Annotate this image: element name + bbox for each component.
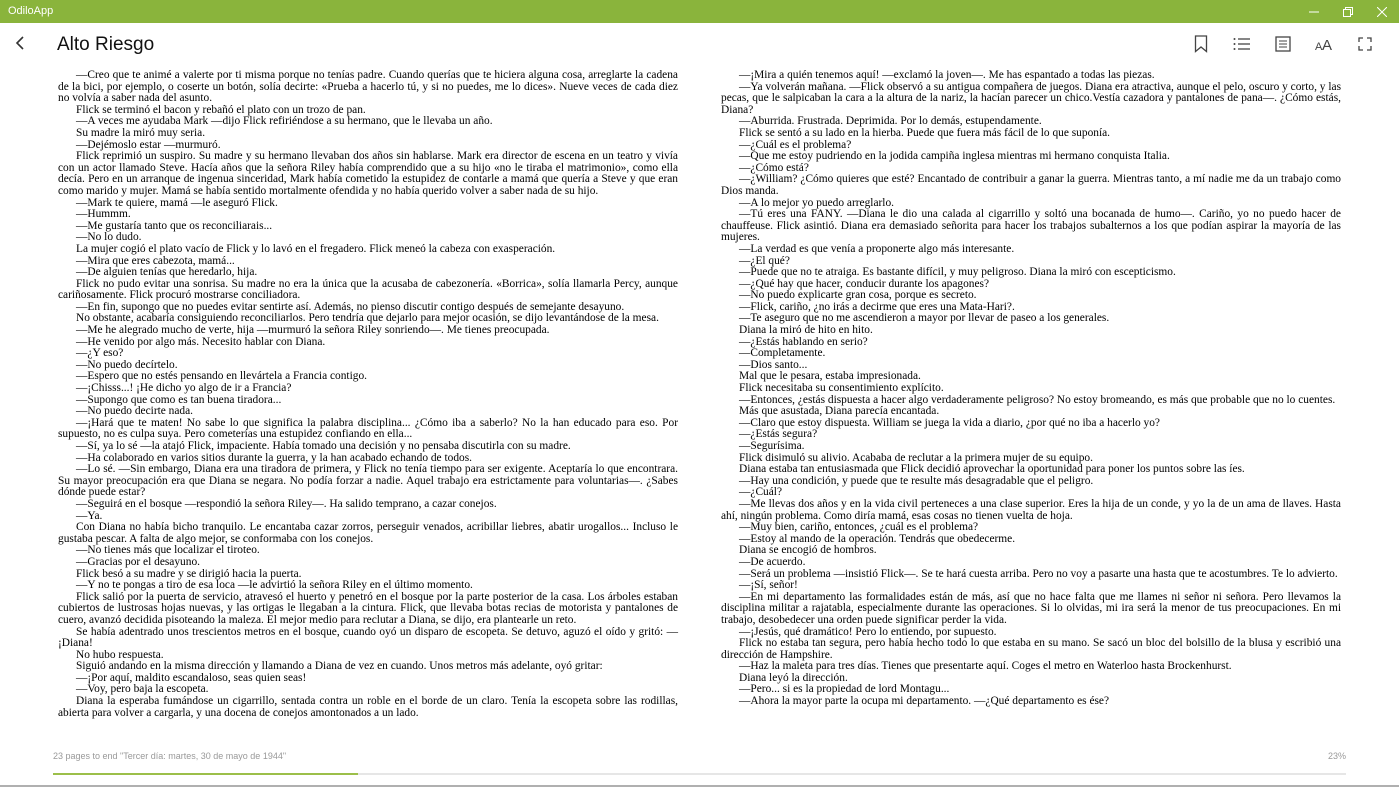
paragraph: Flick se sentó a su lado en la hierba. Puede que fuera más fácil de lo que suponía.: [739, 126, 1111, 139]
close-icon: [1377, 7, 1387, 17]
paragraph: Flick reprimió un suspiro. Su madre y su hermano llevaban dos años sin hablarse. Mark era director de escena en un teatro y vivía con un actor llamado Steve. Hacía años que la señora Riley había comprendido que a su hijo «no le tiraba el matrimonio», como ella decía. Pero en un arranque de ingenua sinceridad, Mark había cometido la estupidez de contarle a mamá que quería a Steve y que eran como marido y mujer. Mamá se había sentido mortalmente ofendida y no había querido volver a saber nada de su hijo.: [58, 150, 678, 197]
paragraph: —¿Estás hablando en serio?: [739, 335, 868, 348]
svg-text:A: A: [1321, 37, 1332, 51]
paragraph: Diana la miró de hito en hito.: [739, 324, 873, 337]
app-name: OdiloApp: [8, 5, 54, 17]
left-page: [58, 70, 678, 719]
paragraph: —En mi departamento las formalidades están de más, así que no hace falta que me llames ni señor ni señora. Pero llevamos la disciplina militar a rajatabla, especialmente durante las operaciones. Si lo olvidas, mi ira será la menor de tus preocupaciones. En mi trabajo, desobedecer una orden puede significar perder la vida.: [721, 590, 1341, 626]
paragraph: —Espero que no estés pensando en llevártela a Francia contigo.: [76, 370, 367, 383]
fullscreen-icon: [1358, 37, 1372, 51]
paragraph: Flick besó a su madre y se dirigió hacia la puerta.: [76, 567, 302, 580]
paragraph: —Ha colaborado en varios sitios durante la guerra, y la han acabado echando de todos.: [76, 451, 472, 464]
paragraph: —¿Estás segura?: [739, 428, 818, 441]
paragraph: —Puede que no te atraiga. Es bastante difícil, y muy peligroso. Diana la miró con escepticismo.: [739, 266, 1176, 279]
paragraph: —¿El qué?: [739, 254, 790, 267]
paragraph: —¿William? ¿Cómo quieres que esté? Encantado de contribuir a ganar la guerra. Mientras tanto, a mí nadie me da un trabajo como Dios manda.: [721, 173, 1341, 197]
paragraph: —Entonces, ¿estás dispuesta a hacer algo verdaderamente peligroso? No estoy bromeando, es más que probable que no lo cuentes.: [739, 393, 1336, 406]
notes-icon: [1275, 36, 1291, 52]
reading-progress-bar[interactable]: [53, 773, 1346, 775]
paragraph: —¿Cuál?: [739, 486, 783, 499]
notes-button[interactable]: [1262, 32, 1303, 56]
paragraph: —Te aseguro que no me ascendieron a mayor por llevar de paseo a los generales.: [739, 312, 1110, 325]
paragraph: —¿Cuál es el problema?: [739, 138, 852, 151]
paragraph: Con Diana no había bicho tranquilo. Le encantaba cazar zorros, perseguir venados, acribillar liebres, abatir urogallos... Incluso le gustaba pescar. A falta de algo mejor, se conformaba con los conejos.: [58, 521, 678, 545]
back-button[interactable]: [10, 32, 32, 54]
paragraph: Flick se terminó el bacon y rebañó el plato con un trozo de pan.: [76, 103, 366, 116]
paragraph: —Hummm.: [76, 208, 131, 221]
paragraph: —De acuerdo.: [739, 555, 806, 568]
minimize-button[interactable]: [1297, 0, 1331, 23]
paragraph: Flick salió por la puerta de servicio, atravesó el huerto y penetró en el bosque por la parte posterior de la casa. Los árboles estaban cubiertos de lustrosas hojas nuevas, y las ortigas le llegaban a la cintura. Flick, que llevaba botas recias de motorista y pantalones de cuero, avanzó decidida pisoteando la maleza. El mejor medio para reclutar a Diana, se dijo, era plantearle un reto.: [58, 590, 678, 626]
font-size-button[interactable]: [1303, 32, 1344, 56]
paragraph: Flick no pudo evitar una sonrisa. Su madre no era la única que la acusaba de cabezonería. «Borrica», solía llamarla Percy, aunque cariñosamente. Flick procuró mostrarse conciliadora.: [58, 277, 678, 302]
reading-progress-fill: [53, 773, 358, 775]
paragraph: —¡Hará que te maten! No sabe lo que significa la palabra disciplina... ¿Cómo iba a saberlo? No la han educado para eso. Por supuesto, no es culpa suya. Pero cometerías una estupidez confiando en ella...: [58, 416, 678, 441]
paragraph: —Me llevas dos años y en la vida civil perteneces a una clase superior. Eres la hija de un conde, y yo la de un ama de llaves. Hasta ahí, ningún problema. Como diría mamá, esas cosas no tienen vuelta de hoja.: [721, 497, 1341, 522]
paragraph: —No lo dudo.: [76, 231, 142, 244]
paragraph: —No puedo decírtelo.: [76, 358, 178, 371]
paragraph: —Mira que eres cabezota, mamá...: [76, 254, 235, 267]
progress-percent: 23%: [1327, 751, 1346, 761]
reader-toolbar: [0, 23, 1399, 68]
close-button[interactable]: [1365, 0, 1399, 23]
paragraph: —Claro que estoy dispuesta. William se juega la vida a diario, ¿por qué no iba a hacerlo yo?: [739, 416, 1160, 429]
paragraph: —¡Por aquí, maldito escandaloso, seas quien seas!: [76, 671, 307, 684]
restore-button[interactable]: [1331, 0, 1365, 23]
paragraph: Diana leyó la dirección.: [739, 671, 848, 684]
paragraph: —Supongo que como es tan buena tiradora...: [76, 393, 282, 406]
restore-icon: [1343, 7, 1353, 17]
paragraph: —Será un problema —insistió Flick—. Se te hará cuesta arriba. Pero no voy a pasarte una hasta que te acostumbres. Te lo advierto.: [739, 567, 1338, 580]
window-controls: [1297, 0, 1399, 23]
paragraph: —Me he alegrado mucho de verte, hija —murmuró la señora Riley sonriendo—. Me tienes preocupada.: [76, 324, 550, 337]
paragraph: —¡Sí, señor!: [739, 579, 798, 592]
paragraph: —¡Chisss...! ¡He dicho yo algo de ir a Francia?: [76, 382, 292, 395]
paragraph: —¡Jesús, qué dramático! Pero lo entiendo, por supuesto.: [739, 625, 997, 638]
paragraph: —Completamente.: [739, 347, 826, 360]
paragraph: —Muy bien, cariño, entonces, ¿cuál es el problema?: [739, 521, 979, 534]
paragraph: Flick necesitaba su consentimiento explícito.: [739, 382, 944, 395]
paragraph: —Sí, ya lo sé —la atajó Flick, impaciente. Había tomado una decisión y no pensaba discutirla con su madre.: [76, 440, 571, 452]
paragraph: Diana se encogió de hombros.: [739, 544, 877, 557]
title-bar: [0, 0, 1399, 23]
paragraph: —Creo que te animé a valerte por ti misma porque no tenías padre. Cuando querías que te hiciera alguna cosa, arreglarte la cadena de la bici, por ejemplo, o coserte un botón, solía decirte: «Prueba a hacerlo tú, y si no puedes, me lo dices». Nueve veces de cada diez no volvía a saber nada del asunto.: [58, 69, 678, 105]
right-page: [721, 70, 1341, 708]
paragraph: —No puedo explicarte gran cosa, porque es secreto.: [739, 289, 977, 302]
paragraph: —Seguirá en el bosque —respondió la señora Riley—. Ha salido temprano, a cazar conejos.: [76, 497, 497, 510]
paragraph: —Lo sé. —Sin embargo, Diana era una tiradora de primera, y Flick no tenía tiempo para ser exigente. Aceptaría lo que encontrara. Su mayor preocupación era que Diana se negara. No podía forzar a nadie. Aquel trabajo era estrictamente para voluntarias—. ¿Sabes dónde puede estar?: [58, 463, 678, 499]
paragraph: —Gracias por el desayuno.: [76, 555, 200, 568]
paragraph: —Estoy al mando de la operación. Tendrás que obedecerme.: [739, 532, 1016, 545]
bookmark-icon: [1194, 35, 1208, 53]
back-arrow-icon: [15, 36, 27, 50]
paragraph: —He venido por algo más. Necesito hablar con Diana.: [76, 335, 326, 348]
paragraph: No hubo respuesta.: [76, 648, 164, 661]
paragraph: —¿Qué hay que hacer, conducir durante los apagones?: [739, 277, 990, 290]
paragraph: Más que asustada, Diana parecía encantada.: [739, 405, 940, 418]
reader-area[interactable]: [0, 70, 1399, 740]
paragraph: —¡Mira a quién tenemos aquí! —exclamó la joven—. Me has espantado a todas las piezas.: [739, 69, 1155, 81]
paragraph: —Ahora la mayor parte la ocupa mi departamento. —¿Qué departamento es ése?: [739, 695, 1110, 708]
paragraph: —No tienes más que localizar el tiroteo.: [76, 544, 260, 557]
paragraph: —Ya.: [76, 509, 103, 522]
paragraph: —Pero... si es la propiedad de lord Montagu...: [739, 683, 950, 696]
bookmark-button[interactable]: [1180, 32, 1221, 56]
paragraph: Flick disimuló su alivio. Acababa de reclutar a la primera mujer de su equipo.: [739, 451, 1093, 464]
paragraph: —Ya volverán mañana. —Flick observó a su antigua compañera de juegos. Diana era atractiva, aunque el pelo, oscuro y corto, y las pecas, que le salpicaban la cara a la altura de la nariz, la hacían parecer un chico.Vestía cazadora y pantalones de pana—. ¿Cómo estás, Diana?: [721, 80, 1341, 116]
paragraph: Flick no estaba tan segura, pero había hecho todo lo que estaba en su mano. Se sacó un bloc del bolsillo de la blusa y escribió una dirección de Hampshire.: [721, 637, 1341, 661]
fullscreen-button[interactable]: [1344, 32, 1385, 56]
svg-text:A: A: [1314, 41, 1322, 51]
paragraph: Mal que le pesara, estaba impresionada.: [739, 370, 921, 383]
paragraph: —Flick, cariño, ¿no irás a decirme que eres una Mata-Hari?.: [739, 300, 1015, 313]
font-size-icon: [1315, 37, 1333, 51]
paragraph: —Tú eres una FANY. —Diana le dio una calada al cigarrillo y soltó una bocanada de humo—. Cariño, yo no puedo hacer de chauffeuse. Flick asintió. Diana era demasiado señorita para hacer los trabajos subalternos a los que podían aspirar la mayoría de las mujeres.: [721, 208, 1341, 244]
paragraph: —Me gustaría tanto que os reconciliarais...: [76, 219, 273, 232]
book-title: Alto Riesgo: [57, 34, 155, 55]
paragraph: —Que me estoy pudriendo en la jodida campiña inglesa mientras mi hermano conquista Italia.: [739, 150, 1170, 163]
minimize-icon: [1309, 7, 1319, 17]
paragraph: —Aburrida. Frustrada. Deprimida. Por lo demás, estupendamente.: [739, 115, 1042, 128]
paragraph: —Dios santo...: [739, 358, 808, 371]
paragraph: —De alguien tenías que heredarlo, hija.: [76, 266, 258, 279]
paragraph: —Dejémoslo estar —murmuró.: [76, 138, 221, 151]
paragraph: —¿Y eso?: [76, 347, 124, 360]
paragraph: La mujer cogió el plato vacío de Flick y lo lavó en el fregadero. Flick meneó la cabeza con exasperación.: [76, 242, 556, 255]
paragraph: —Y no te pongas a tiro de esa loca —le advirtió la señora Riley en el último momento.: [76, 579, 473, 592]
toolbar-actions: [1180, 32, 1385, 56]
table-of-contents-icon: [1233, 37, 1251, 51]
paragraph: —Haz la maleta para tres días. Tienes que presentarte aquí. Coges el metro en Waterloo hasta Brockenhurst.: [739, 660, 1232, 673]
paragraph: —La verdad es que venía a proponerte algo más interesante.: [739, 242, 1015, 255]
paragraph: —A lo mejor yo puedo arreglarlo.: [739, 196, 894, 209]
paragraph: Su madre la miró muy seria.: [76, 126, 206, 139]
paragraph: Se había adentrado unos trescientos metros en el bosque, cuando oyó un disparo de escopeta. Se detuvo, aguzó el oído y gritó: —¡Diana!: [58, 625, 678, 650]
paragraph: No obstante, acabaría consiguiendo reconciliarlos. Pero tendría que dejarlo para mejor ocasión, se dijo levantándose de la mesa.: [76, 312, 659, 325]
paragraph: —No puedo decirte nada.: [76, 405, 194, 418]
paragraph: —A veces me ayudaba Mark —dijo Flick refiriéndose a su hermano, que le llevaba un año.: [76, 115, 493, 128]
paragraph: Siguió andando en la misma dirección y llamando a Diana de vez en cuando. Unos metros más adelante, oyó gritar:: [76, 660, 603, 673]
table-of-contents-button[interactable]: [1221, 32, 1262, 56]
pages-remaining-label: 23 pages to end "Tercer día: martes, 30 de mayo de 1944": [53, 751, 287, 761]
paragraph: Diana la esperaba fumándose un cigarrillo, sentada contra un roble en el borde de un claro. Tenía la escopeta sobre las rodillas, abierta para volver a cargarla, y una docena de conejos amontonados a un lado.: [58, 695, 678, 719]
paragraph: —¿Cómo está?: [739, 161, 809, 174]
paragraph: —Hay una condición, y puede que te resulte más desagradable que el peligro.: [739, 474, 1094, 487]
paragraph: —Voy, pero baja la escopeta.: [76, 683, 209, 696]
paragraph: —Segurísima.: [739, 440, 805, 452]
paragraph: —Mark te quiere, mamá —le aseguró Flick.: [76, 196, 278, 209]
paragraph: —En fin, supongo que no puedes evitar sentirte así. Además, no pienso discutir contigo después de semejante desayuno.: [76, 300, 625, 313]
paragraph: Diana estaba tan entusiasmada que Flick decidió aprovechar la oportunidad para poner los puntos sobre las íes.: [739, 463, 1245, 476]
